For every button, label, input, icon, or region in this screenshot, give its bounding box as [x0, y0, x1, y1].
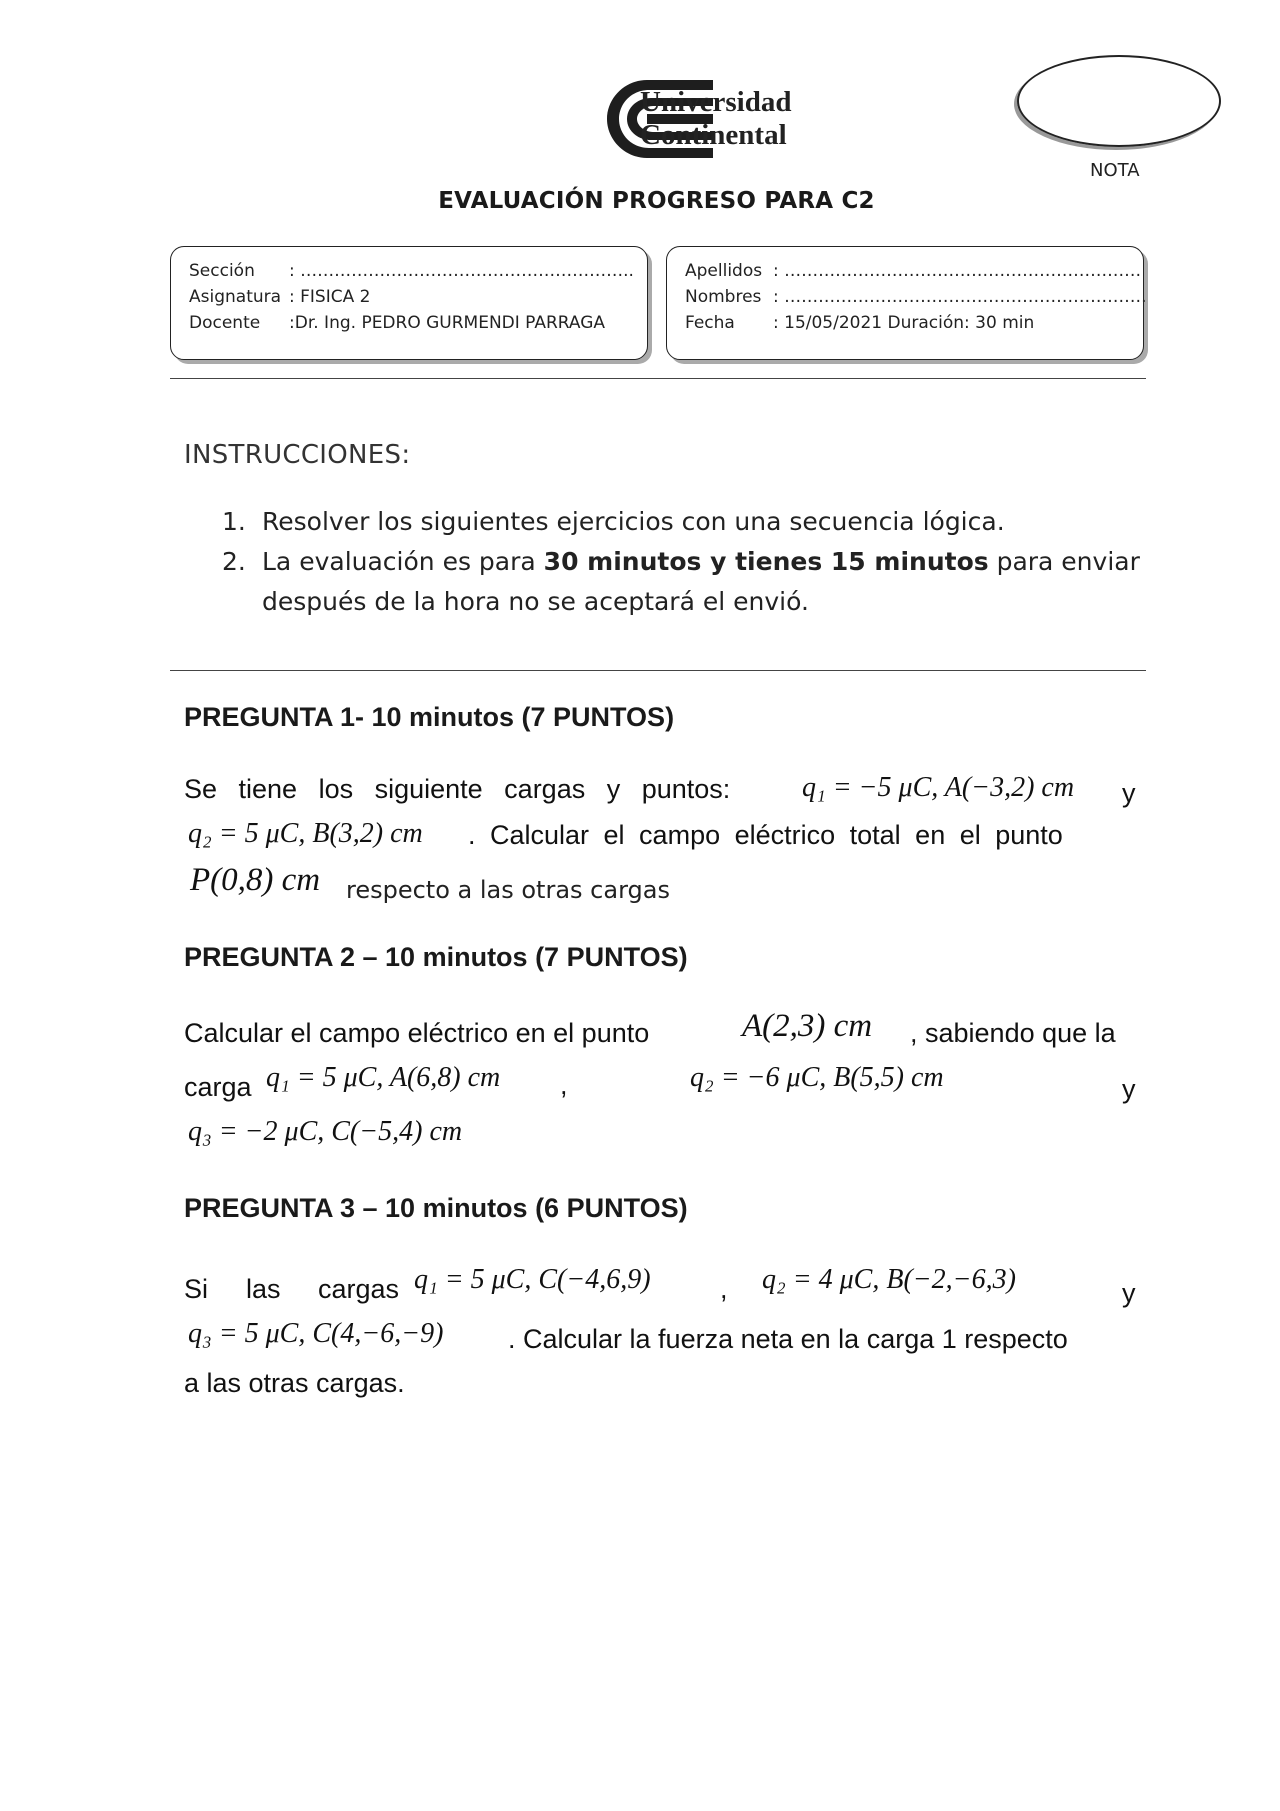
question-3-si: Si — [184, 1274, 209, 1304]
question-2-text-2: , sabiendo que la — [910, 1018, 1116, 1048]
date-row: Fecha : 15/05/2021 Duración: 30 min — [685, 313, 1035, 333]
grade-label: NOTA — [1090, 160, 1140, 181]
instruction-item-2-cont: después de la hora no se aceptará el envió. — [262, 587, 809, 616]
question-2-expr-2: q₂ = −6 μC, B(5,5) cm — [690, 1062, 944, 1093]
subject-row: Asignatura : FISICA 2 — [189, 287, 371, 307]
divider — [170, 670, 1146, 671]
question-1-expr-1: q₁ = −5 μC, A(−3,2) cm — [802, 772, 1075, 803]
grade-oval — [1017, 55, 1221, 147]
question-3-y: y — [1122, 1278, 1136, 1308]
question-2-expr-1: q₁ = 5 μC, A(6,8) cm — [266, 1062, 501, 1093]
question-2-y: y — [1122, 1074, 1136, 1104]
question-1-title: PREGUNTA 1- 10 minutos (7 PUNTOS) — [184, 702, 675, 732]
question-3-expr-1: q₁ = 5 μC, C(−4,6,9) — [414, 1264, 651, 1295]
question-2-title: PREGUNTA 2 – 10 minutos (7 PUNTOS) — [184, 942, 688, 972]
exam-title: EVALUACIÓN PROGRESO PARA C2 — [438, 188, 875, 214]
question-3-las: las — [246, 1274, 281, 1304]
course-info-box — [170, 246, 648, 360]
instruction-item-2: 2. La evaluación es para 30 minutos y tienes 15 minutos para enviar — [222, 547, 1140, 576]
question-1-expr-3: P(0,8) cm — [190, 862, 321, 898]
university-name: Universidad Continental — [640, 86, 792, 151]
divider — [170, 378, 1146, 379]
question-1-text-2: . Calcular el campo eléctrico total en el punto — [468, 820, 1063, 850]
surname-row: Apellidos : ……………………………………………………… — [685, 261, 1142, 281]
names-row: Nombres : ………………………………………………………. — [685, 287, 1147, 307]
student-info-box — [666, 246, 1147, 360]
question-3-expr-2: q₂ = 4 μC, B(−2,−6,3) — [762, 1264, 1016, 1295]
teacher-row: Docente :Dr. Ing. PEDRO GURMENDI PARRAGA — [189, 313, 606, 333]
question-3-comma: , — [720, 1274, 728, 1304]
question-1-expr-2: q₂ = 5 μC, B(3,2) cm — [188, 818, 423, 849]
question-2-point: A(2,3) cm — [742, 1008, 873, 1044]
question-2-expr-3: q₃ = −2 μC, C(−5,4) cm — [188, 1116, 463, 1147]
question-1-text: Se tiene los siguiente cargas y puntos: — [184, 774, 731, 804]
section-row: Sección : ………………………………………………….. — [189, 261, 634, 281]
question-3-text-2: a las otras cargas. — [184, 1368, 405, 1398]
instructions-title: INSTRUCCIONES: — [184, 440, 411, 470]
question-1-text-3: respecto a las otras cargas — [346, 876, 670, 904]
question-2-carga: carga — [184, 1072, 252, 1102]
question-3-title: PREGUNTA 3 – 10 minutos (6 PUNTOS) — [184, 1193, 688, 1223]
question-2-text: Calcular el campo eléctrico en el punto — [184, 1018, 650, 1048]
question-3-cargas: cargas — [318, 1274, 400, 1304]
question-3-text: . Calcular la fuerza neta en la carga 1 respecto — [508, 1324, 1068, 1354]
instruction-item-1: 1. Resolver los siguientes ejercicios con una secuencia lógica. — [222, 507, 1005, 536]
question-1-y: y — [1122, 778, 1136, 808]
question-2-comma: , — [560, 1070, 568, 1100]
question-3-expr-3: q₃ = 5 μC, C(4,−6,−9) — [188, 1318, 444, 1349]
